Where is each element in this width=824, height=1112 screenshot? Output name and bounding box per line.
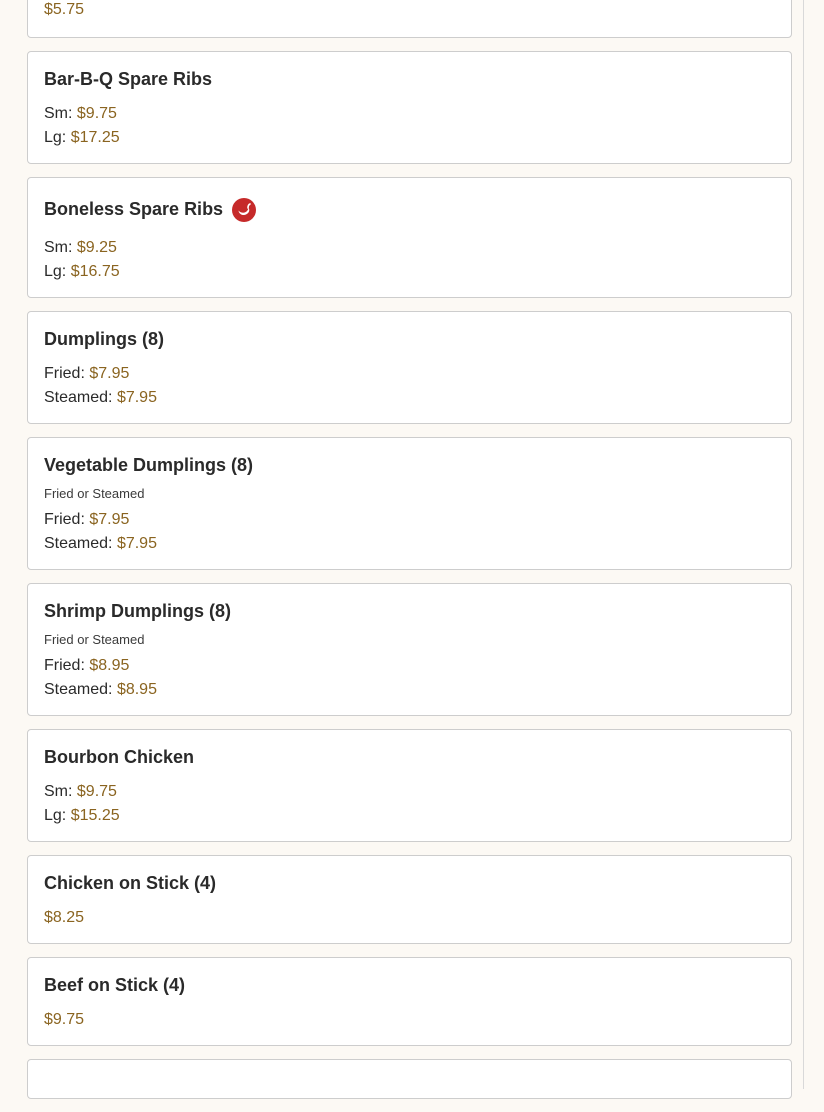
menu-item-card[interactable] <box>27 311 792 424</box>
price-line <box>44 260 775 284</box>
menu-item-card[interactable] <box>27 855 792 944</box>
menu-item-title-row <box>44 194 775 224</box>
price-list <box>44 362 775 423</box>
price-list <box>44 0 775 35</box>
price-label: Fried: <box>44 365 85 382</box>
menu-item-list <box>27 0 792 1112</box>
price-line <box>44 102 775 126</box>
price-value: $7.95 <box>116 535 157 552</box>
menu-item-card[interactable] <box>27 51 792 164</box>
price-label: Fried: <box>44 511 85 528</box>
price-label: Sm: <box>44 783 73 800</box>
price-label: Lg: <box>44 807 67 824</box>
menu-item-card[interactable] <box>27 0 792 38</box>
price-label: Lg: <box>44 263 67 280</box>
price-value: $15.25 <box>70 807 120 824</box>
menu-item-card[interactable] <box>27 177 792 298</box>
menu-item-description: Fried or Steamed <box>44 486 145 501</box>
price-list <box>44 102 775 163</box>
price-list <box>44 906 775 943</box>
price-value: $9.75 <box>44 1011 85 1028</box>
price-value: $17.25 <box>70 129 120 146</box>
price-line <box>44 906 775 930</box>
price-line <box>44 1008 775 1032</box>
price-label: Lg: <box>44 129 67 146</box>
menu-item-name: Shrimp Dumplings (8) <box>44 601 232 621</box>
price-line <box>44 678 775 702</box>
price-value: $8.95 <box>89 657 130 674</box>
menu-item-name: Vegetable Dumplings (8) <box>44 455 254 475</box>
price-value: $9.75 <box>76 783 117 800</box>
price-value: $7.95 <box>89 365 130 382</box>
price-line <box>44 0 775 22</box>
menu-item-card[interactable] <box>27 437 792 570</box>
menu-item-card[interactable] <box>27 729 792 842</box>
spicy-pepper-icon <box>232 198 256 222</box>
price-line <box>44 654 775 678</box>
price-line <box>44 780 775 804</box>
price-value: $7.95 <box>116 389 157 406</box>
menu-item-description: Fried or Steamed <box>44 632 145 647</box>
menu-item-name: Bar-B-Q Spare Ribs <box>44 69 213 89</box>
price-list <box>44 780 775 841</box>
price-line <box>44 362 775 386</box>
page-divider <box>803 0 804 1089</box>
menu-item-name: Beef on Stick (4) <box>44 975 186 995</box>
price-label: Steamed: <box>44 681 113 698</box>
menu-item-card[interactable] <box>27 1059 792 1099</box>
price-line <box>44 532 775 556</box>
price-line <box>44 508 775 532</box>
price-value: $8.95 <box>116 681 157 698</box>
menu-item-name: Bourbon Chicken <box>44 747 195 767</box>
price-label: Steamed: <box>44 535 113 552</box>
menu-item-card[interactable] <box>27 957 792 1046</box>
price-value: $9.25 <box>76 239 117 256</box>
price-value: $16.75 <box>70 263 120 280</box>
price-label: Steamed: <box>44 389 113 406</box>
price-value: $7.95 <box>89 511 130 528</box>
menu-item-card[interactable] <box>27 583 792 716</box>
price-line <box>44 126 775 150</box>
menu-item-name: Dumplings (8) <box>44 329 164 349</box>
price-list <box>44 654 775 715</box>
price-label: Fried: <box>44 657 85 674</box>
menu-item-name: Chicken on Stick (4) <box>44 873 217 893</box>
price-line <box>44 386 775 410</box>
price-value: $5.75 <box>44 1 85 18</box>
price-label: Sm: <box>44 105 73 122</box>
price-list <box>44 236 775 297</box>
price-value: $8.25 <box>44 909 85 926</box>
price-line <box>44 236 775 260</box>
price-label: Sm: <box>44 239 73 256</box>
price-list <box>44 508 775 569</box>
menu-item-name: Boneless Spare Ribs <box>44 199 224 219</box>
price-line <box>44 804 775 828</box>
price-list <box>44 1008 775 1045</box>
price-value: $9.75 <box>76 105 117 122</box>
